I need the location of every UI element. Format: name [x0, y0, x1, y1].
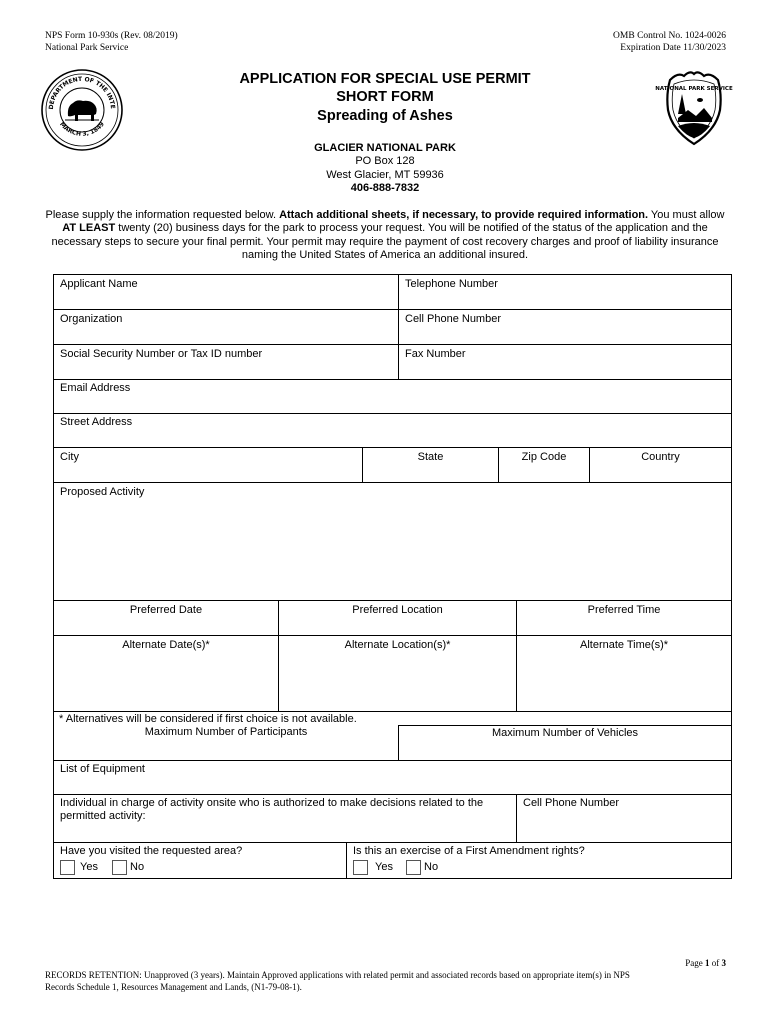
- max-participants-field[interactable]: Maximum Number of Participants: [53, 725, 399, 761]
- form-number-text: NPS Form 10-930s (Rev. 08/2019): [45, 31, 178, 41]
- form-purpose: Spreading of Ashes: [317, 108, 453, 124]
- omb-info: [613, 30, 726, 54]
- country-field[interactable]: Country: [589, 447, 732, 483]
- first-amendment-no-label: No: [424, 861, 439, 873]
- preferred-date-field[interactable]: Preferred Date: [53, 600, 279, 636]
- alternate-locations-field[interactable]: Alternate Location(s)*: [278, 635, 517, 712]
- proposed-activity-field[interactable]: Proposed Activity: [53, 482, 732, 601]
- preferred-time-field[interactable]: Preferred Time: [516, 600, 732, 636]
- individual-cell-phone-field[interactable]: Cell Phone Number: [516, 794, 732, 843]
- retention-line-2: Records Schedule 1, Resources Management and Lands, (N1-79-08-1).: [45, 982, 302, 992]
- park-phone: 406-888-7832: [350, 182, 420, 194]
- applicant-name-field[interactable]: Applicant Name: [53, 274, 399, 310]
- park-po-box: PO Box 128: [355, 155, 415, 167]
- first-amendment-question: Is this an exercise of a First Amendment rights? Yes No: [346, 842, 732, 879]
- first-amendment-no-checkbox[interactable]: [406, 860, 421, 875]
- alternate-times-field[interactable]: Alternate Time(s)*: [516, 635, 732, 712]
- form-number: [45, 30, 178, 54]
- first-amendment-yes-label: Yes: [375, 861, 393, 873]
- retention-line-1: RECORDS RETENTION: Unapproved (3 years). Maintain Approved applications with related permit and associated records based on appropriate item(s) in NPS: [45, 970, 630, 980]
- page-number: Page 1 of 3: [685, 958, 726, 968]
- state-field[interactable]: State: [362, 447, 499, 483]
- omb-control-text: OMB Control No. 1024-0026: [613, 31, 726, 41]
- fax-field[interactable]: Fax Number: [398, 344, 732, 380]
- telephone-field[interactable]: Telephone Number: [398, 274, 732, 310]
- organization-field[interactable]: Organization: [53, 309, 399, 345]
- form-subtitle: SHORT FORM: [336, 89, 434, 105]
- max-vehicles-field[interactable]: Maximum Number of Vehicles: [398, 725, 732, 761]
- equipment-list-field[interactable]: List of Equipment: [53, 760, 732, 795]
- intro-paragraph: Please supply the information requested below. Attach additional sheets, if necessary, to provide required information. You must allow AT LEAST twenty (20) business days for the park to process your request. You will be notified of the status of the application and the necessary steps to secure your final permit. Your permit may require the payment of cost recovery charges and proof of liability insurance naming the United States of America an additional insured.: [45, 209, 725, 262]
- visited-yes-checkbox[interactable]: [60, 860, 75, 875]
- svg-text:MARCH 3, 1849: MARCH 3, 1849: [58, 120, 106, 138]
- city-field[interactable]: City: [53, 447, 363, 483]
- visited-yes-label: Yes: [80, 861, 98, 873]
- ssn-tax-id-field[interactable]: Social Security Number or Tax ID number: [53, 344, 399, 380]
- form-title: APPLICATION FOR SPECIAL USE PERMIT: [239, 71, 531, 87]
- individual-in-charge-field[interactable]: Individual in charge of activity onsite who is authorized to make decisions related to the permitted activity:: [53, 794, 517, 843]
- preferred-location-field[interactable]: Preferred Location: [278, 600, 517, 636]
- agency-text: National Park Service: [45, 43, 129, 53]
- visited-no-checkbox[interactable]: [112, 860, 127, 875]
- nps-logo-text: NATIONAL PARK SERVICE: [655, 86, 733, 92]
- records-retention: [45, 969, 735, 993]
- alternate-dates-field[interactable]: Alternate Date(s)*: [53, 635, 279, 712]
- svg-text:U.S. DEPARTMENT OF THE INTERIO: DEPARTMENT OF THE INTE: [47, 75, 117, 110]
- visited-no-label: No: [130, 861, 145, 873]
- zip-code-field[interactable]: Zip Code: [498, 447, 590, 483]
- first-amendment-yes-checkbox[interactable]: [353, 860, 368, 875]
- visited-area-question: Have you visited the requested area? Yes No: [53, 842, 347, 879]
- street-address-field[interactable]: Street Address: [53, 413, 732, 448]
- email-field[interactable]: Email Address: [53, 379, 732, 414]
- alternatives-note: * Alternatives will be considered if first choice is not available.: [59, 713, 357, 725]
- cell-phone-field[interactable]: Cell Phone Number: [398, 309, 732, 345]
- expiration-text: Expiration Date 11/30/2023: [620, 43, 726, 53]
- park-city-line: West Glacier, MT 59936: [326, 168, 444, 181]
- park-name: GLACIER NATIONAL PARK: [314, 142, 456, 154]
